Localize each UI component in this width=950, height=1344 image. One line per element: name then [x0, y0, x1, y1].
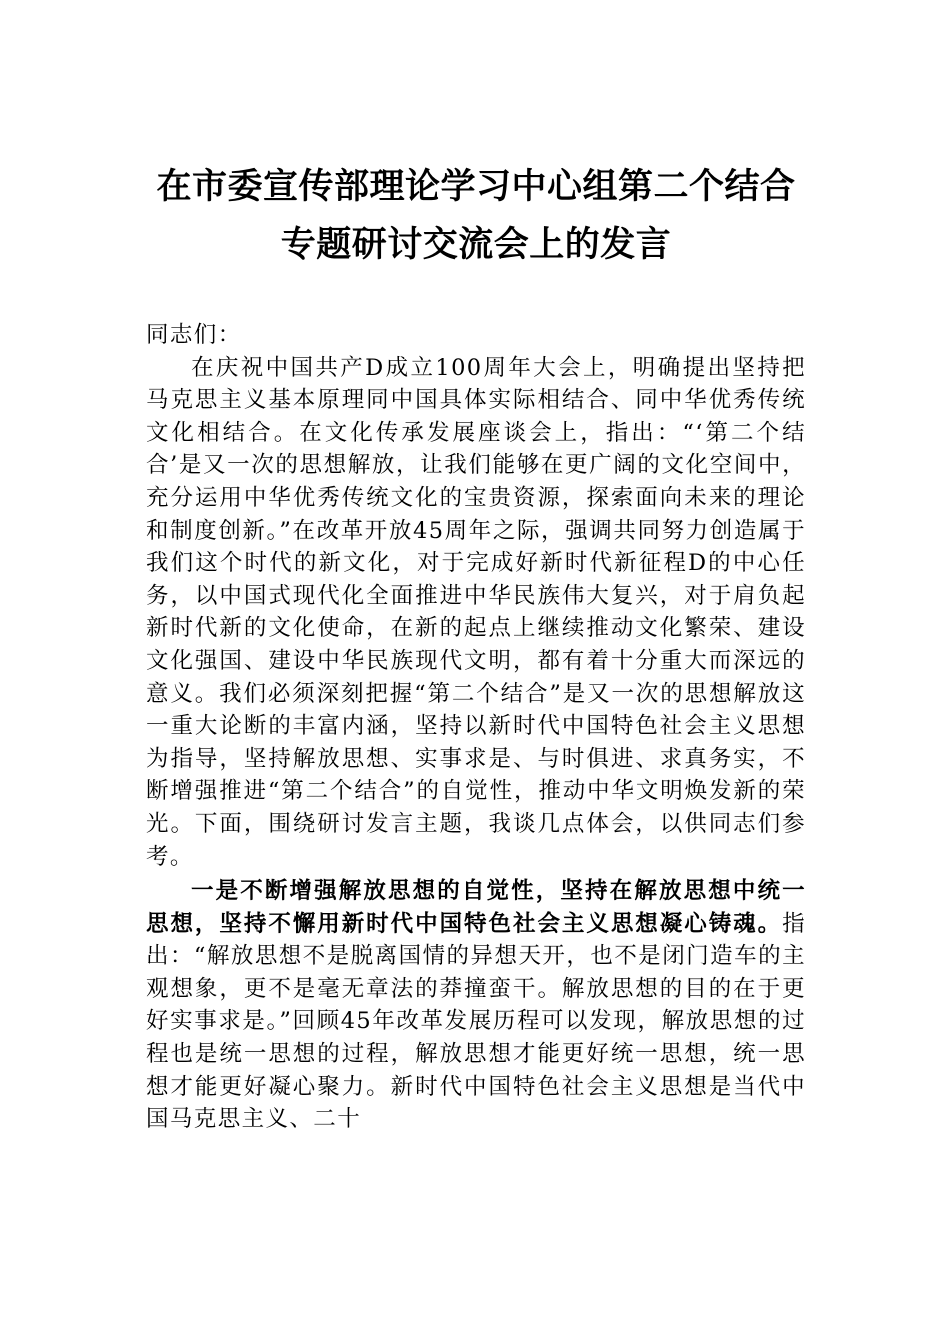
title-spacer [146, 274, 806, 319]
salutation: 同志们： [146, 322, 242, 348]
paragraph-intro: 在庆祝中国共产D成立100周年大会上，明确提出坚持把马克思主义基本原理同中国具体实际相结合、同中华优秀传统文化相结合。在文化传承发展座谈会上，指出：“‘第二个结合’是又一次的思想解放，让我们能够在更广阔的文化空间中，充分运用中华优秀传统文化的宝贵资源，探索面向未来的理论和制度创新。”在改革开放45周年之际，强调共同努力创造属于我们这个时代的新文化，对于完成好新时代新征程D的中心任务，以中国式现代化全面推进中华民族伟大复兴，对于肩负起新时代新的文化使命，在新的起点上继续推动文化繁荣、建设文化强国、建设中华民族现代文明，都有着十分重大而深远的意义。我们必须深刻把握“第二个结合”是又一次的思想解放这一重大论断的丰富内涵，坚持以新时代中国特色社会主义思想为指导，坚持解放思想、实事求是、与时俱进、求真务实，不断增强推进“第二个结合”的自觉性，推动中华文明焕发新的荣光。下面，围绕研讨发言主题，我谈几点体会，以供同志们参考。 [146, 354, 806, 870]
title-line-2: 专题研讨交流会上的发言 [280, 224, 672, 265]
point-one-heading: 一是不断增强解放思想的自觉性，坚持在解放思想中统一思想，坚持不懈用新时代中国特色社会主义思想凝心铸魂。 [146, 878, 806, 937]
title-line-1: 在市委宣传部理论学习中心组第二个结合 [156, 166, 796, 207]
document-title [146, 158, 806, 274]
paragraph-point-one [146, 875, 806, 1136]
document-page [146, 158, 806, 1136]
point-one-body: 指出：“解放思想不是脱离国情的异想天开，也不是闭门造车的主观想象，更不是毫无章法的莽撞蛮干。解放思想的目的在于更好实事求是。”回顾45年改革发展历程可以发现，解放思想的过程也是统一思想的过程，解放思想才能更好统一思想，统一思想才能更好凝心聚力。新时代中国特色社会主义思想是当代中国马克思主义、二十 [146, 910, 806, 1133]
